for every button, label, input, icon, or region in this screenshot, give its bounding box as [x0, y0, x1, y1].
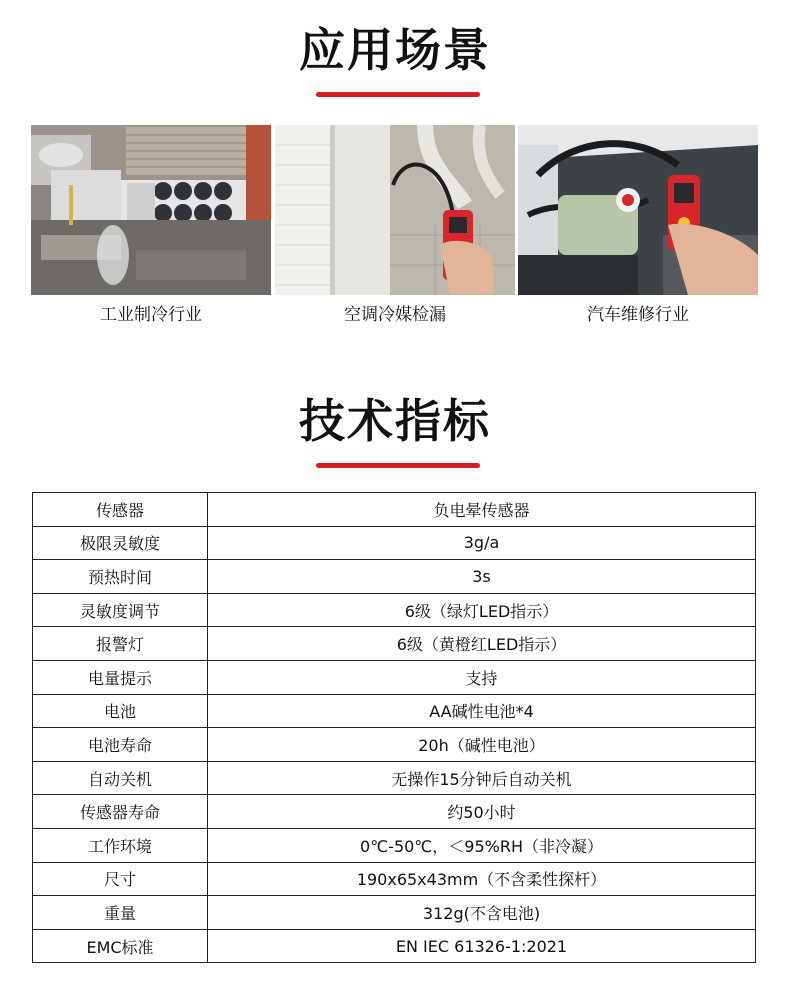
spec-value: 6级（黄橙红LED指示）	[208, 627, 756, 661]
scene-caption-industrial: 工业制冷行业	[100, 305, 202, 325]
spec-value: 3g/a	[208, 526, 756, 560]
spec-label: 极限灵敏度	[33, 526, 208, 560]
spec-label: 电池寿命	[33, 728, 208, 762]
spec-value: 3s	[208, 560, 756, 594]
spec-row	[33, 694, 756, 728]
spec-row	[33, 593, 756, 627]
spec-row	[33, 896, 756, 930]
spec-label: 传感器	[33, 493, 208, 527]
spec-table-body	[33, 493, 756, 963]
spec-value: 20h（碱性电池）	[208, 728, 756, 762]
spec-label: EMC标准	[33, 929, 208, 963]
scene-image-industrial	[31, 125, 271, 295]
spec-value: 190x65x43mm（不含柔性探杆）	[208, 862, 756, 896]
spec-row	[33, 761, 756, 795]
spec-value: 支持	[208, 660, 756, 694]
spec-label: 工作环境	[33, 828, 208, 862]
spec-label: 报警灯	[33, 627, 208, 661]
spec-label: 电量提示	[33, 660, 208, 694]
scenes-title: 应用场景	[299, 23, 491, 77]
spec-label: 预热时间	[33, 560, 208, 594]
specs-title: 技术指标	[299, 394, 491, 448]
spec-label: 灵敏度调节	[33, 593, 208, 627]
spec-value: 约50小时	[208, 795, 756, 829]
spec-row	[33, 795, 756, 829]
spec-label: 电池	[33, 694, 208, 728]
scene-image-car	[518, 125, 758, 295]
spec-value: 无操作15分钟后自动关机	[208, 761, 756, 795]
spec-row	[33, 728, 756, 762]
spec-row	[33, 929, 756, 963]
spec-table	[32, 492, 756, 963]
spec-value: EN IEC 61326-1:2021	[208, 929, 756, 963]
spec-value: AA碱性电池*4	[208, 694, 756, 728]
spec-row	[33, 627, 756, 661]
scene-image-ac	[275, 125, 515, 295]
spec-row	[33, 560, 756, 594]
spec-row	[33, 862, 756, 896]
spec-label: 自动关机	[33, 761, 208, 795]
scene-caption-ac: 空调冷媒检漏	[344, 305, 446, 325]
spec-row	[33, 526, 756, 560]
spec-label: 重量	[33, 896, 208, 930]
spec-value: 6级（绿灯LED指示）	[208, 593, 756, 627]
spec-value: 负电晕传感器	[208, 493, 756, 527]
spec-row	[33, 828, 756, 862]
spec-row	[33, 493, 756, 527]
scenes-title-underline	[316, 92, 480, 97]
spec-label: 尺寸	[33, 862, 208, 896]
spec-value: 312g(不含电池)	[208, 896, 756, 930]
specs-title-underline	[316, 463, 480, 468]
spec-label: 传感器寿命	[33, 795, 208, 829]
spec-row	[33, 660, 756, 694]
scene-caption-car: 汽车维修行业	[587, 305, 689, 325]
spec-value: 0℃-50℃，＜95%RH（非冷凝）	[208, 828, 756, 862]
